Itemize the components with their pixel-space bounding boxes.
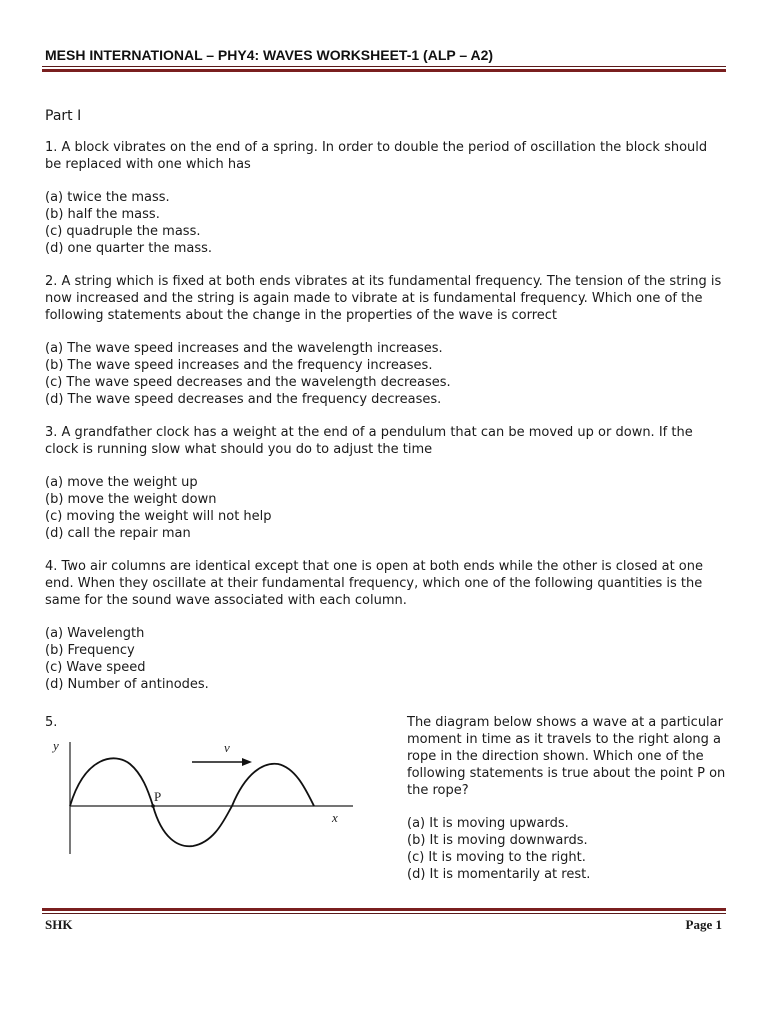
options-list — [45, 340, 725, 408]
question-5-text-block — [407, 714, 729, 883]
wave-diagram — [50, 738, 360, 858]
worksheet-body — [45, 108, 725, 709]
option: (a) The wave speed increases and the wavelength increases. — [45, 341, 443, 356]
question-1 — [45, 139, 725, 257]
option: (a) twice the mass. — [45, 190, 170, 205]
question-text: 1. A block vibrates on the end of a spring. In order to double the period of oscillation the block should be replaced with one which has — [45, 140, 708, 172]
footer-rule — [42, 908, 726, 914]
option: (a) move the weight up — [45, 475, 198, 490]
option: (b) move the weight down — [45, 492, 217, 507]
option: (c) It is moving to the right. — [407, 850, 586, 865]
arrow-head-icon — [242, 758, 252, 766]
question-text: 3. A grandfather clock has a weight at the end of a pendulum that can be moved up or down. If the clock is running slow what should you do to adjust the time — [45, 425, 693, 457]
part-heading: Part I — [45, 108, 82, 124]
wave-curve — [70, 758, 314, 846]
options-list — [45, 474, 725, 542]
option: (b) Frequency — [45, 643, 135, 658]
option: (d) The wave speed decreases and the frequency decreases. — [45, 392, 442, 407]
option: (b) The wave speed increases and the frequency increases. — [45, 358, 433, 373]
page-number: Page 1 — [685, 917, 722, 932]
velocity-label: v — [224, 740, 230, 755]
footer-initials: SHK — [45, 917, 73, 932]
option: (c) moving the weight will not help — [45, 509, 272, 524]
question-text: The diagram below shows a wave at a particular moment in time as it travels to the right along a rope in the direction shown. Which one of the following statements is true about the point P on the rope? — [407, 715, 726, 798]
options-list — [407, 815, 729, 883]
option: (b) half the mass. — [45, 207, 160, 222]
option: (d) Number of antinodes. — [45, 677, 209, 692]
option: (d) It is momentarily at rest. — [407, 867, 591, 882]
y-axis-label: y — [53, 738, 59, 753]
question-4 — [45, 558, 725, 693]
question-2 — [45, 273, 725, 408]
options-list — [45, 625, 725, 693]
question-number: 5. — [45, 715, 58, 730]
option: (a) It is moving upwards. — [407, 816, 569, 831]
option: (b) It is moving downwards. — [407, 833, 588, 848]
question-text: 4. Two air columns are identical except that one is open at both ends while the other is closed at one end. When they oscillate at their fundamental frequency, which one of the following quantities is the same for the sound wave associated with each column. — [45, 559, 703, 608]
header-rule — [42, 66, 726, 72]
option: (d) one quarter the mass. — [45, 241, 213, 256]
option: (d) call the repair man — [45, 526, 191, 541]
document-title: MESH INTERNATIONAL – PHY4: WAVES WORKSHEET-1 (ALP – A2) — [45, 47, 494, 63]
point-p-label: P — [154, 789, 162, 804]
option: (a) Wavelength — [45, 626, 145, 641]
point-p-marker — [151, 804, 155, 808]
option: (c) The wave speed decreases and the wavelength decreases. — [45, 375, 451, 390]
option: (c) quadruple the mass. — [45, 224, 201, 239]
x-axis-label: x — [332, 810, 338, 825]
option: (c) Wave speed — [45, 660, 146, 675]
options-list — [45, 189, 725, 257]
question-text: 2. A string which is fixed at both ends vibrates at its fundamental frequency. The tension of the string is now increased and the string is again made to vibrate at is fundamental frequency. Which one of the following statements about the change in the properties of the wave is correct — [45, 274, 722, 323]
question-3 — [45, 424, 725, 542]
